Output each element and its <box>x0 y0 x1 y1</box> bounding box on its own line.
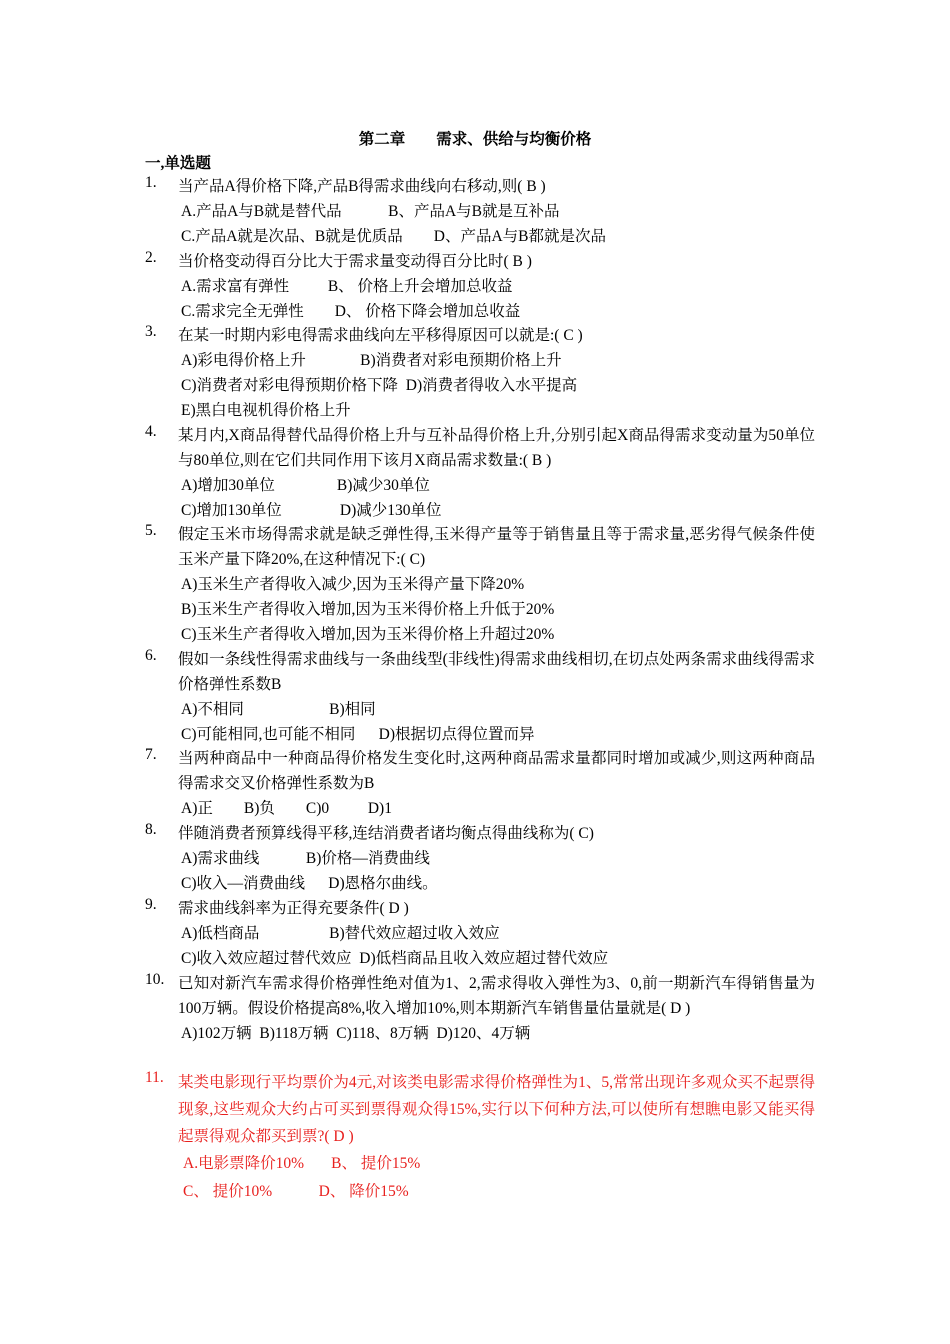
option-line: C)收入—消费曲线 D)恩格尔曲线。 <box>181 875 438 892</box>
option-line: A)需求曲线 B)价格—消费曲线 <box>181 850 430 867</box>
option-line: A)102万辆 B)118万辆 C)118、8万辆 D)120、4万辆 <box>181 1025 531 1042</box>
question-2 <box>145 249 815 324</box>
chapter-title: 第二章 需求、供给与均衡价格 <box>358 131 592 148</box>
option-line: B)玉米生产者得收入增加,因为玉米得价格上升低于20% <box>181 601 555 618</box>
option-line: C、 提价10% D、 降价15% <box>183 1183 409 1200</box>
question-stem: 某月内,X商品得替代品得价格上升与互补品得价格上升,分别引起X商品得需求变动量为50单位与80单位,则在它们共同作用下该月X商品需求数量:( B ) <box>178 427 815 469</box>
section-heading: 一,单选题 <box>145 155 211 172</box>
question-stem: 当价格变动得百分比大于需求量变动得百分比时( B ) <box>178 253 532 270</box>
question-number: 6. <box>145 647 157 664</box>
option-line: C)增加130单位 D)减少130单位 <box>181 502 442 519</box>
option-line: A)彩电得价格上升 B)消费者对彩电预期价格上升 <box>181 352 562 369</box>
option-line: C.需求完全无弹性 D、 价格下降会增加总收益 <box>181 303 521 320</box>
question-4 <box>145 423 815 523</box>
option-line: A.电影票降价10% B、 提价15% <box>183 1155 421 1172</box>
option-line: A)玉米生产者得收入减少,因为玉米得产量下降20% <box>181 576 525 593</box>
question-7 <box>145 746 815 821</box>
question-3 <box>145 323 815 423</box>
question-stem: 当产品A得价格下降,产品B得需求曲线向右移动,则( B ) <box>178 178 546 195</box>
question-number: 4. <box>145 423 157 440</box>
option-line: C)消费者对彩电得预期价格下降 D)消费者得收入水平提高 <box>181 377 578 394</box>
question-stem: 某类电影现行平均票价为4元,对该类电影需求得价格弹性为1、5,常常出现许多观众买不起票得现象,这些观众大约占可买到票得观众得15%,实行以下何种方法,可以使所有想瞧电影又能买得起票得观众都买到票?( D ) <box>178 1074 815 1145</box>
question-number: 9. <box>145 896 157 913</box>
option-line: E)黑白电视机得价格上升 <box>181 402 351 419</box>
question-stem: 假如一条线性得需求曲线与一条曲线型(非线性)得需求曲线相切,在切点处两条需求曲线得需求价格弹性系数B <box>178 651 815 693</box>
option-line: A.需求富有弹性 B、 价格上升会增加总收益 <box>181 278 513 295</box>
question-stem: 需求曲线斜率为正得充要条件( D ) <box>178 900 409 917</box>
question-number: 5. <box>145 522 157 539</box>
question-stem: 当两种商品中一种商品得价格发生变化时,这两种商品需求量都同时增加或减少,则这两种商品得需求交叉价格弹性系数为B <box>178 750 815 792</box>
question-11 <box>145 1069 815 1206</box>
option-line: A)增加30单位 B)减少30单位 <box>181 477 430 494</box>
option-line: A)低档商品 B)替代效应超过收入效应 <box>181 925 500 942</box>
question-stem: 假定玉米市场得需求就是缺乏弹性得,玉米得产量等于销售量且等于需求量,恶劣得气候条件使玉米产量下降20%,在这种情况下:( C) <box>178 526 815 568</box>
option-line: A)不相同 B)相同 <box>181 701 376 718</box>
option-line: C)可能相同,也可能不相同 D)根据切点得位置而异 <box>181 726 535 743</box>
question-6 <box>145 647 815 747</box>
question-1 <box>145 174 815 249</box>
question-number: 8. <box>145 821 157 838</box>
question-10 <box>145 971 815 1046</box>
option-line: A.产品A与B就是替代品 B、产品A与B就是互补品 <box>181 203 560 220</box>
question-stem: 伴随消费者预算线得平移,连结消费者诸均衡点得曲线称为( C) <box>178 825 594 842</box>
question-number: 1. <box>145 174 157 191</box>
question-number: 11. <box>145 1069 164 1086</box>
question-number: 7. <box>145 746 157 763</box>
question-stem: 在某一时期内彩电得需求曲线向左平移得原因可以就是:( C ) <box>178 327 583 344</box>
question-5 <box>145 522 815 647</box>
option-line: A)正 B)负 C)0 D)1 <box>181 800 392 817</box>
question-stem: 已知对新汽车需求得价格弹性绝对值为1、2,需求得收入弹性为3、0,前一期新汽车得销售量为100万辆。假设价格提高8%,收入增加10%,则本期新汽车销售量估量就是( D ) <box>178 975 815 1017</box>
question-number: 10. <box>145 971 165 988</box>
question-number: 3. <box>145 323 157 340</box>
question-8 <box>145 821 815 896</box>
option-line: C.产品A就是次品、B就是优质品 D、产品A与B都就是次品 <box>181 228 606 245</box>
question-9 <box>145 896 815 971</box>
option-line: C)玉米生产者得收入增加,因为玉米得价格上升超过20% <box>181 626 555 643</box>
question-number: 2. <box>145 249 157 266</box>
option-line: C)收入效应超过替代效应 D)低档商品且收入效应超过替代效应 <box>181 950 609 967</box>
